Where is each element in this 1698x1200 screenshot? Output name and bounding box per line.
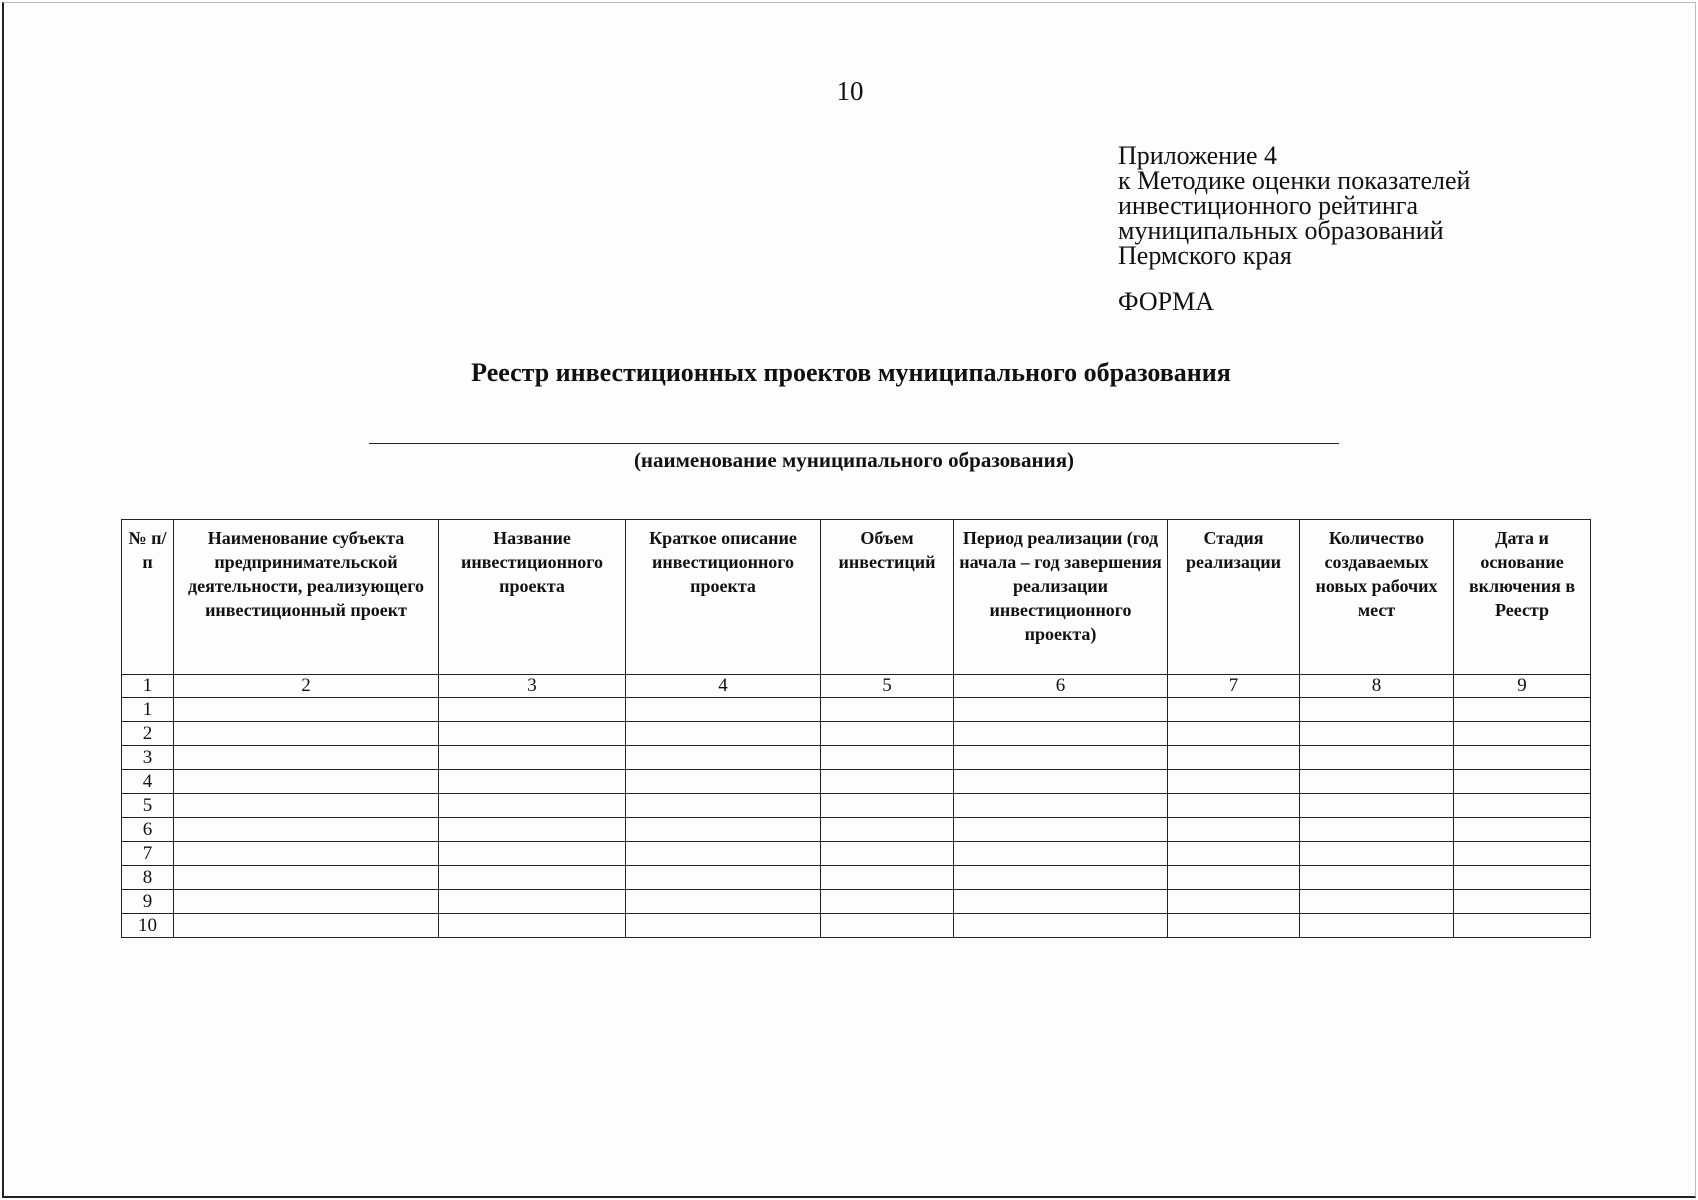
table-cell [174, 722, 439, 746]
table-cell [1454, 818, 1591, 842]
table-cell [626, 866, 821, 890]
column-header: Период реализации (год начала – год завершения реализации инвестиционного проекта) [954, 520, 1168, 675]
table-cell [1454, 698, 1591, 722]
table-header-row [122, 520, 1591, 675]
table-cell [821, 866, 954, 890]
table-cell [954, 914, 1168, 938]
table-cell [954, 698, 1168, 722]
row-number: 5 [122, 794, 174, 818]
table-cell [1300, 722, 1454, 746]
column-number: 2 [174, 675, 439, 698]
row-number: 6 [122, 818, 174, 842]
table-cell [1454, 794, 1591, 818]
table-cell [821, 842, 954, 866]
column-header: № п/п [122, 520, 174, 675]
column-number: 8 [1300, 675, 1454, 698]
column-header: Название инвестиционного проекта [439, 520, 626, 675]
table-cell [174, 746, 439, 770]
row-number: 3 [122, 746, 174, 770]
table-cell [626, 746, 821, 770]
table-cell [626, 722, 821, 746]
table-row [122, 890, 1591, 914]
appendix-line: Приложение 4 [1118, 141, 1278, 170]
table-cell [954, 890, 1168, 914]
table-cell [1168, 794, 1300, 818]
table-cell [1454, 770, 1591, 794]
page-number: 10 [836, 76, 864, 106]
column-number: 6 [954, 675, 1168, 698]
row-number: 9 [122, 890, 174, 914]
table-cell [439, 770, 626, 794]
table-cell [1454, 842, 1591, 866]
column-number: 7 [1168, 675, 1300, 698]
table-cell [439, 866, 626, 890]
table-row [122, 770, 1591, 794]
column-number: 1 [122, 675, 174, 698]
document-title: Реестр инвестиционных проектов муниципального образования [471, 358, 1231, 387]
table-cell [821, 770, 954, 794]
table-cell [1300, 866, 1454, 890]
appendix-line: к Методике оценки показателей [1118, 166, 1471, 195]
row-number: 1 [122, 698, 174, 722]
row-number: 10 [122, 914, 174, 938]
row-number: 8 [122, 866, 174, 890]
table-cell [1454, 914, 1591, 938]
table-cell [1168, 890, 1300, 914]
table-cell [954, 866, 1168, 890]
column-number: 3 [439, 675, 626, 698]
appendix-line: Пермского края [1118, 241, 1292, 270]
table-cell [954, 722, 1168, 746]
table-cell [626, 890, 821, 914]
table-cell [1300, 914, 1454, 938]
table-cell [174, 698, 439, 722]
table-cell [626, 794, 821, 818]
table-cell [1454, 890, 1591, 914]
table-cell [439, 890, 626, 914]
column-header: Краткое описание инвестиционного проекта [626, 520, 821, 675]
table-cell [1454, 866, 1591, 890]
table-cell [626, 914, 821, 938]
table-cell [439, 818, 626, 842]
table-cell [1168, 722, 1300, 746]
column-number: 9 [1454, 675, 1591, 698]
column-header: Дата и основание включения в Реестр [1454, 520, 1591, 675]
table-cell [174, 866, 439, 890]
table-cell [954, 770, 1168, 794]
table-cell [626, 770, 821, 794]
table-cell [821, 746, 954, 770]
row-number: 7 [122, 842, 174, 866]
column-header: Наименование субъекта предпринимательской деятельности, реализующего инвестиционный проект [174, 520, 439, 675]
table-row [122, 842, 1591, 866]
table-cell [1300, 842, 1454, 866]
table-cell [1300, 890, 1454, 914]
appendix-block [1118, 143, 1470, 268]
row-number: 4 [122, 770, 174, 794]
table-cell [954, 794, 1168, 818]
form-label: ФОРМА [1118, 287, 1214, 316]
table-cell [1168, 698, 1300, 722]
table-cell [439, 746, 626, 770]
table-cell [1300, 698, 1454, 722]
table-cell [174, 914, 439, 938]
table-cell [1300, 770, 1454, 794]
table-cell [174, 794, 439, 818]
table-row [122, 722, 1591, 746]
table-cell [626, 842, 821, 866]
table-cell [626, 818, 821, 842]
table-cell [174, 890, 439, 914]
table-cell [954, 818, 1168, 842]
table-row [122, 794, 1591, 818]
table-cell [821, 794, 954, 818]
table-cell [439, 794, 626, 818]
table-row [122, 866, 1591, 890]
table-cell [821, 722, 954, 746]
table-cell [439, 698, 626, 722]
table-row [122, 914, 1591, 938]
table-cell [1300, 818, 1454, 842]
municipality-name-line [369, 443, 1339, 444]
table-cell [821, 698, 954, 722]
table-row [122, 698, 1591, 722]
registry-table [121, 519, 1591, 938]
municipality-name-caption: (наименование муниципального образования) [633, 448, 1075, 472]
table-cell [174, 770, 439, 794]
table-cell [439, 722, 626, 746]
column-number: 4 [626, 675, 821, 698]
table-cell [1300, 746, 1454, 770]
table-cell [954, 842, 1168, 866]
table-cell [1168, 746, 1300, 770]
table-cell [1168, 866, 1300, 890]
column-number-row [122, 675, 1591, 698]
table-cell [1300, 794, 1454, 818]
table-cell [439, 914, 626, 938]
table-cell [821, 890, 954, 914]
table-cell [1168, 842, 1300, 866]
table-cell [1454, 746, 1591, 770]
table-cell [174, 842, 439, 866]
row-number: 2 [122, 722, 174, 746]
table-row [122, 818, 1591, 842]
table-cell [821, 914, 954, 938]
table-cell [1168, 770, 1300, 794]
table-cell [174, 818, 439, 842]
column-header: Стадия реализации [1168, 520, 1300, 675]
column-header: Объем инвестиций [821, 520, 954, 675]
appendix-line: муниципальных образований [1118, 216, 1444, 245]
table-cell [954, 746, 1168, 770]
appendix-line: инвестиционного рейтинга [1118, 191, 1418, 220]
table-cell [626, 698, 821, 722]
table-cell [1168, 818, 1300, 842]
table-cell [439, 842, 626, 866]
table-cell [1454, 722, 1591, 746]
column-number: 5 [821, 675, 954, 698]
table-cell [821, 818, 954, 842]
column-header: Количество создаваемых новых рабочих мест [1300, 520, 1454, 675]
table-cell [1168, 914, 1300, 938]
table-row [122, 746, 1591, 770]
